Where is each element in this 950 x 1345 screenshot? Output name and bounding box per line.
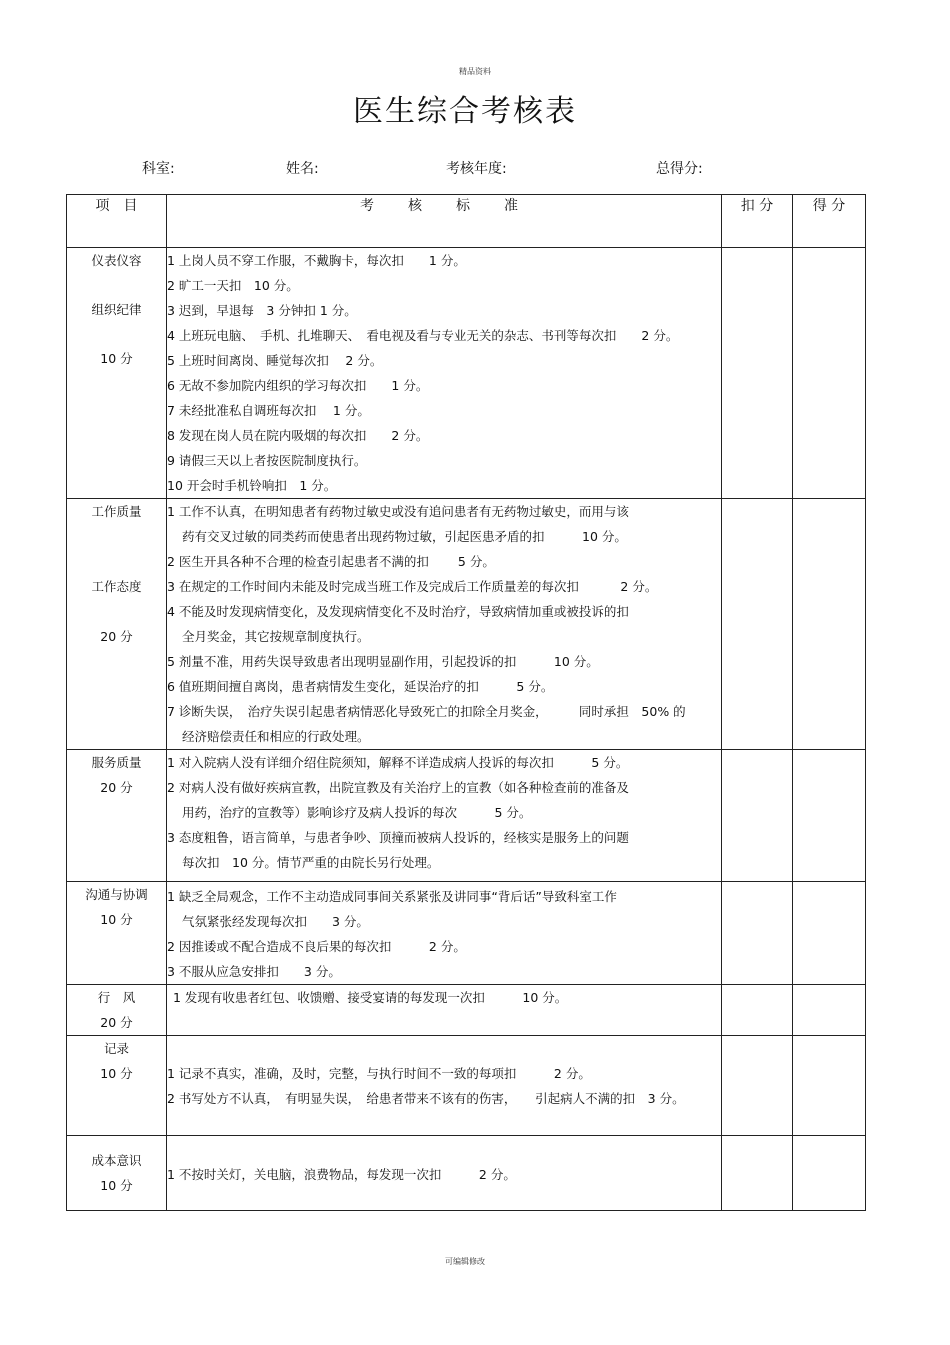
category-label: 沟通与协调 [85, 887, 148, 902]
score-cell[interactable] [793, 499, 866, 750]
criteria-line: 7 未经批准私自调班每次扣 1 分。 [167, 403, 370, 418]
header-deduct: 扣 分 [722, 195, 793, 248]
table-row [67, 985, 866, 1036]
table-row [67, 750, 866, 882]
category-points: 10 分 [100, 1066, 133, 1081]
table-header-row [67, 195, 866, 248]
criteria-line: 1 工作不认真，在明知患者有药物过敏史或没有追问患者有无药物过敏史，而用与该 [167, 504, 629, 519]
deduct-cell[interactable] [722, 499, 793, 750]
criteria-line: 10 开会时手机铃响扣 1 分。 [167, 478, 337, 493]
category-cell [67, 248, 167, 499]
criteria-line: 7 诊断失误， 治疗失误引起患者病情恶化导致死亡的扣除全月奖金， 同时承担 50% 的 [167, 704, 686, 719]
deduct-cell[interactable] [722, 882, 793, 985]
criteria-line: 2 旷工一天扣 10 分。 [167, 278, 299, 293]
criteria-cell [167, 248, 722, 499]
criteria-line: 用药，治疗的宣教等）影响诊疗及病人投诉的每次 5 分。 [182, 805, 532, 820]
criteria-line: 9 请假三天以上者按医院制度执行。 [167, 453, 367, 468]
score-cell[interactable] [793, 248, 866, 499]
criteria-line: 4 不能及时发现病情变化，及发现病情变化不及时治疗，导致病情加重或被投诉的扣 [167, 604, 629, 619]
criteria-line: 3 不服从应急安排扣 3 分。 [167, 964, 341, 979]
criteria-line: 1 上岗人员不穿工作服，不戴胸卡，每次扣 1 分。 [167, 253, 466, 268]
category-cell [67, 1036, 167, 1136]
criteria-line: 8 发现在岗人员在院内吸烟的每次扣 2 分。 [167, 428, 429, 443]
criteria-line: 药有交叉过敏的同类药而使患者出现药物过敏，引起医患矛盾的扣 10 分。 [182, 529, 627, 544]
score-cell[interactable] [793, 750, 866, 882]
criteria-line: 3 迟到，早退每 3 分钟扣 1 分。 [167, 303, 357, 318]
score-cell[interactable] [793, 1136, 866, 1211]
criteria-line: 6 无故不参加院内组织的学习每次扣 1 分。 [167, 378, 429, 393]
criteria-line: 全月奖金，其它按规章制度执行。 [182, 629, 370, 644]
criteria-line: 2 对病人没有做好疾病宣教，出院宣教及有关治疗上的宣教（如各种检查前的准备及 [167, 780, 629, 795]
score-cell[interactable] [793, 882, 866, 985]
department-label: 科室: [142, 161, 175, 177]
criteria-cell [167, 750, 722, 882]
criteria-line: 3 在规定的工作时间内未能及时完成当班工作及完成后工作质量差的每次扣 2 分。 [167, 579, 658, 594]
criteria-line: 3 态度粗鲁，语言简单，与患者争吵、顶撞而被病人投诉的，经核实是服务上的问题 [167, 830, 629, 845]
criteria-line: 4 上班玩电脑、 手机、扎堆聊天、 看电视及看与专业无关的杂志、书刊等每次扣 2 分。 [167, 328, 679, 343]
category-label: 仪表仪容 [91, 253, 142, 268]
category-cell [67, 882, 167, 985]
year-label: 考核年度: [446, 161, 507, 177]
criteria-line: 2 书写处方不认真， 有明显失误， 给患者带来不该有的伤害， 引起病人不满的扣 3 分。 [167, 1090, 685, 1106]
page-title: 医生综合考核表 [353, 94, 577, 129]
category-cell [67, 985, 167, 1036]
deduct-cell[interactable] [722, 1036, 793, 1136]
category-label: 行 风 [97, 990, 136, 1005]
footer-note: 可编辑修改 [445, 1257, 485, 1266]
deduct-cell[interactable] [722, 750, 793, 882]
deduct-cell[interactable] [722, 1136, 793, 1211]
assessment-table [66, 194, 866, 1211]
category-cell [67, 499, 167, 750]
header-item: 项 目 [67, 195, 167, 248]
criteria-line: 1 缺乏全局观念，工作不主动造成同事间关系紧张及讲同事“背后话”导致科室工作 [167, 889, 617, 904]
category-label: 成本意识 [91, 1153, 142, 1168]
criteria-line: 1 记录不真实，准确，及时，完整，与执行时间不一致的每项扣 2 分。 [167, 1065, 591, 1081]
category-label: 工作质量 [91, 504, 142, 519]
header-note: 精品资料 [459, 67, 491, 76]
criteria-line: 2 医生开具各种不合理的检查引起患者不满的扣 5 分。 [167, 554, 495, 569]
criteria-line: 5 剂量不准，用药失误导致患者出现明显副作用，引起投诉的扣 10 分。 [167, 654, 599, 669]
criteria-line: 2 因推诿或不配合造成不良后果的每次扣 2 分。 [167, 939, 466, 954]
table-row [67, 499, 866, 750]
category-cell [67, 750, 167, 882]
criteria-line: 5 上班时间离岗、睡觉每次扣 2 分。 [167, 353, 383, 368]
table-row [67, 882, 866, 985]
criteria-cell [167, 1136, 722, 1211]
criteria-cell [167, 1036, 722, 1136]
criteria-cell [167, 882, 722, 985]
category-points: 10 分 [100, 1178, 133, 1193]
category-points: 10 分 [100, 351, 133, 366]
deduct-cell[interactable] [722, 248, 793, 499]
criteria-line: 1 对入院病人没有详细介绍住院须知，解释不详造成病人投诉的每次扣 5 分。 [167, 755, 629, 770]
category-cell [67, 1136, 167, 1211]
score-cell[interactable] [793, 985, 866, 1036]
header-score: 得 分 [793, 195, 866, 248]
criteria-line: 6 值班期间擅自离岗，患者病情发生变化，延误治疗的扣 5 分。 [167, 679, 554, 694]
category-points: 20 分 [100, 1015, 133, 1030]
name-label: 姓名: [286, 161, 319, 177]
category-points: 20 分 [100, 629, 133, 644]
criteria-line: 气氛紧张经发现每次扣 3 分。 [182, 914, 369, 929]
total-score-label: 总得分: [656, 161, 703, 177]
header-criteria: 考 核 标 准 [167, 195, 722, 248]
criteria-line: 1 不按时关灯，关电脑，浪费物品，每发现一次扣 2 分。 [167, 1167, 516, 1182]
criteria-cell [167, 499, 722, 750]
criteria-line: 1 发现有收患者红包、收馈赠、接受宴请的每发现一次扣 10 分。 [173, 990, 568, 1005]
category-points: 20 分 [100, 780, 133, 795]
category-label: 记录 [103, 1041, 129, 1056]
table-row [67, 248, 866, 499]
deduct-cell[interactable] [722, 985, 793, 1036]
table-row [67, 1136, 866, 1211]
criteria-line: 经济赔偿责任和相应的行政处理。 [182, 729, 370, 744]
table-row [67, 1036, 866, 1136]
category-label: 工作态度 [91, 579, 142, 594]
score-cell[interactable] [793, 1036, 866, 1136]
criteria-line: 每次扣 10 分。情节严重的由院长另行处理。 [182, 855, 440, 870]
category-label: 组织纪律 [91, 302, 142, 317]
category-label: 服务质量 [91, 755, 142, 770]
category-points: 10 分 [100, 912, 133, 927]
criteria-cell [167, 985, 722, 1036]
